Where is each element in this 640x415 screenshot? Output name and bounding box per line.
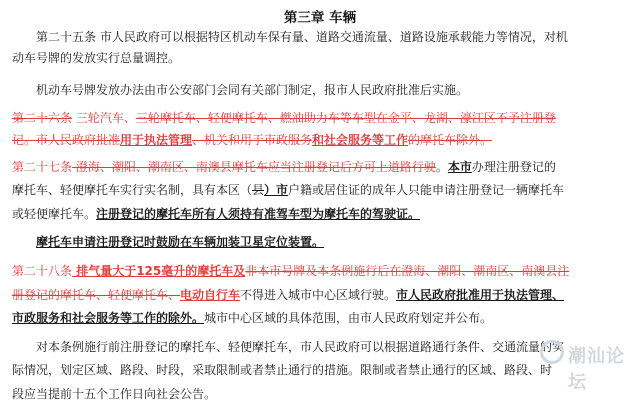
article-28-text-1: 不得进入城市中心区域行驶。 — [240, 288, 397, 302]
article-27-text-2: 摩托车、轻便摩托车实行实名制，具有本区（ — [12, 183, 253, 197]
article-26-deleted-1: 三轮摩托车、轻便摩托车、燃油助力车等车型在金平、龙湖、濠江区不予注册登 — [135, 111, 556, 125]
article-27-label: 第二十七条 — [12, 160, 73, 174]
article-28-inserted-2: 电动自行车 — [180, 288, 241, 302]
article-28-line-4: 对本条例施行前注册登记的摩托车、轻便摩托车，市人民政府可以根据道路通行条件、交通流量的实 — [36, 340, 565, 354]
watermark-text: 潮汕论坛 — [568, 346, 625, 393]
article-27-punct-2: 。 — [84, 207, 97, 221]
article-28-deleted-1: 非本市号牌及本条例施行后在澄海、潮阳、潮南区、南澳县注 — [245, 264, 570, 278]
article-28-line-3 — [12, 309, 492, 327]
article-27-deleted-1: 澄海、潮阳、潮南区、南澳县摩托车应当注册登记后方可上道路行驶 — [72, 160, 436, 174]
article-28-inserted-4: 市政服务和社会服务等工作的除外。 — [12, 311, 205, 325]
article-26-inserted-1: 用于执法管理 — [120, 133, 193, 147]
watermark-logo-icon — [540, 340, 564, 364]
article-26-deleted-3: 、机关和用于市政服务 — [192, 133, 313, 147]
article-26-label: 第二十六条 — [12, 111, 73, 125]
article-28-label: 第二十八条 — [12, 264, 73, 278]
article-25-line-1: 第二十五条 市人民政府可以根据特区机动车保有量、道路交通流量、道路设施承载能力等情况，对机 — [36, 30, 568, 44]
chapter-title: 第三章 车辆 — [283, 10, 357, 26]
article-27-deleted-2: 县 — [252, 183, 265, 197]
article-27-line-3 — [12, 205, 420, 223]
article-27-punct: 。 — [435, 160, 448, 174]
article-27-line-4: 摩托车申请注册登记时鼓励在车辆加装卫星定位装置。 — [36, 235, 325, 249]
article-28-line-5: 际情况，划定区域、路段、时段，采取限制或者禁止通行的措施。限制或者禁止通行的区域、路段、时 — [12, 363, 553, 377]
article-27-text-3: 户籍或居住证的成年人只能申请注册登记一辆摩托车 — [288, 183, 565, 197]
article-27-inserted-1: 本市 — [447, 160, 472, 174]
article-28-inserted-1: 排气量大于125毫升的摩托车及 — [72, 264, 246, 278]
article-28-line-6: 段应当提前十五个工作日向社会公告。 — [12, 387, 217, 401]
article-26-inserted-2: 和社会服务等工作 — [312, 133, 409, 147]
article-28-text-2: 城市中心区域的具体范围，由市人民政府划定并公布。 — [204, 311, 493, 325]
article-26-line-1 — [12, 109, 556, 127]
article-25-line-3: 机动车号牌发放办法由市公安部门会同有关部门制定，报市人民政府批准后实施。 — [36, 83, 469, 97]
article-27-line-2 — [12, 181, 564, 199]
article-28-line-1 — [12, 262, 569, 280]
article-26-deleted-2: 记。市人民政府批准 — [12, 133, 121, 147]
article-28-line-2 — [12, 286, 564, 304]
article-26-deleted-4: 的摩托车除外。 — [408, 133, 493, 147]
article-26-line-2 — [12, 131, 492, 149]
article-25-line-2: 动车号牌的发放实行总量调控。 — [12, 51, 181, 65]
article-27-inserted-3: 注册登记的摩托车所有人须持有准驾车型为摩托车的驾驶证。 — [96, 207, 421, 221]
article-27-text-1: 办理注册登记的 — [471, 160, 556, 174]
article-27-inserted-2: ）市 — [264, 183, 289, 197]
article-27-text-4: 或轻便摩托车 — [12, 207, 85, 221]
article-26-text-1: 三轮汽车、 — [72, 111, 136, 125]
article-27-line-1 — [12, 158, 556, 176]
article-28-inserted-3: 市人民政府批准用于执法管理、 — [396, 288, 565, 302]
forum-watermark — [540, 334, 632, 393]
article-28-deleted-2: 册登记的摩托车、轻便摩托车、 — [12, 288, 181, 302]
